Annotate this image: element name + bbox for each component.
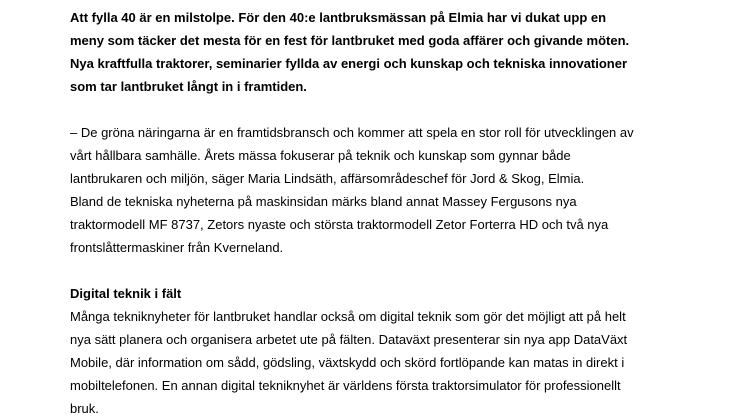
- quote-paragraph: [70, 121, 720, 259]
- section-paragraph: [70, 305, 720, 420]
- intro-line: som tar lantbruket långt in i framtiden.: [70, 79, 307, 94]
- section-line: Mobile, där information om sådd, gödsling, växtskydd och skörd fortlöpande kan matas in direkt i: [70, 355, 625, 370]
- quote-line: vårt hållbara samhälle. Årets mässa fokuserar på teknik och kunskap som gynnar både: [70, 148, 571, 163]
- intro-line: Nya kraftfulla traktorer, seminarier fyllda av energi och kunskap och tekniska innovationer: [70, 56, 628, 71]
- intro-paragraph: [70, 6, 720, 98]
- section-line: mobiltelefonen. En annan digital tekniknyhet är världens första traktorsimulator för professionellt: [70, 378, 621, 393]
- intro-line: Att fylla 40 är en milstolpe. För den 40:e lantbruksmässan på Elmia har vi dukat upp en: [70, 10, 607, 25]
- quote-line: traktormodell MF 8737, Zetors nyaste och största traktormodell Zetor Forterra HD och två nya: [70, 217, 609, 232]
- section-heading: Digital teknik i fält: [70, 286, 182, 301]
- quote-line: lantbrukaren och miljön, säger Maria Lindsäth, affärsområdeschef för Jord & Skog, Elmia.: [70, 171, 585, 186]
- section-line: bruk.: [70, 401, 99, 416]
- quote-line: frontslåttermaskiner från Kverneland.: [70, 240, 284, 255]
- quote-line: Bland de tekniska nyheterna på maskinsidan märks bland annat Massey Fergusons nya: [70, 194, 577, 209]
- intro-line: meny som täcker det mesta för en fest för lantbruket med goda affärer och givande möten.: [70, 33, 630, 48]
- section-line: nya sätt planera och organisera arbetet ute på fälten. Dataväxt presenterar sin nya app DataVäxt: [70, 332, 628, 347]
- quote-line: – De gröna näringarna är en framtidsbransch och kommer att spela en stor roll för utvecklingen av: [70, 125, 634, 140]
- document-page: [70, 6, 720, 420]
- section-line: Många tekniknyheter för lantbruket handlar också om digital teknik som gör det möjligt att på helt: [70, 309, 626, 324]
